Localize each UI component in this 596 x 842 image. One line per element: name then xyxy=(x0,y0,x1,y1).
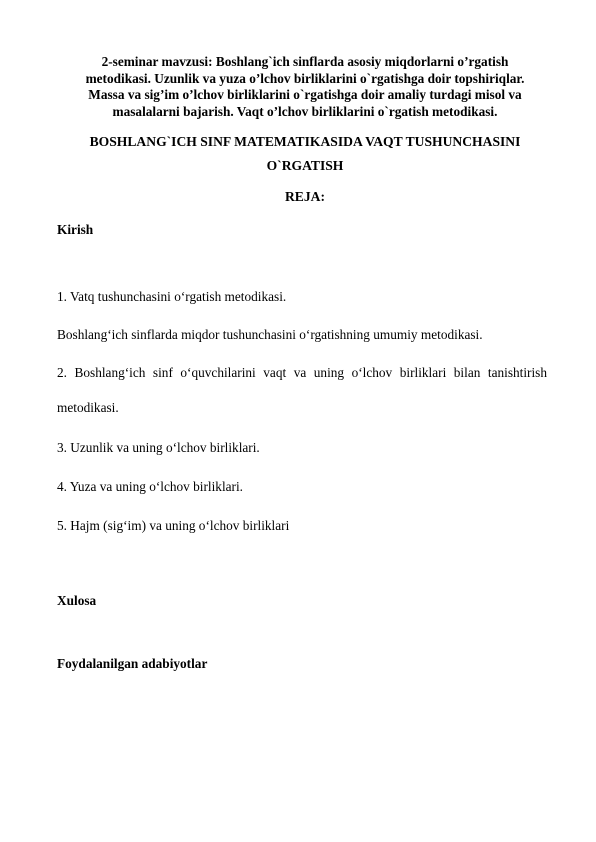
outline-intro: Kirish xyxy=(57,222,94,237)
seminar-title xyxy=(60,54,550,120)
outline-conclusion: Xulosa xyxy=(57,593,97,608)
plan-heading: REJA: xyxy=(284,189,326,204)
seminar-title-line: masalalarni bajarish. Vaqt o’lchov birliklarini o`rgatish metodikasi. xyxy=(112,103,498,119)
outline-item: Boshlang‘ich sinflarda miqdor tushunchasini o‘rgatishning umumiy metodikasi. xyxy=(57,327,483,342)
outline-item: 4. Yuza va uning o‘lchov birliklari. xyxy=(57,479,243,494)
outline-item-continuation: metodikasi. xyxy=(57,400,119,415)
topic-title-line-1: BOSHLANG`ICH SINF MATEMATIKASIDA VAQT TUSHUNCHASINI xyxy=(89,134,521,149)
outline-item: 5. Hajm (sig‘im) va uning o‘lchov birliklari xyxy=(57,518,290,533)
seminar-title-line: Massa va sig’im o’lchov birliklarini o`rgatishga doir amaliy turdagi misol va xyxy=(88,87,522,103)
outline-item: 1. Vatq tushunchasini o‘rgatish metodikasi. xyxy=(57,289,287,304)
seminar-title-line: metodikasi. Uzunlik va yuza o’lchov birliklarini o`rgatishga doir topshiriqlar. xyxy=(85,70,525,86)
outline-references: Foydalanilgan adabiyotlar xyxy=(57,656,208,671)
seminar-title-line: 2-seminar mavzusi: Boshlang`ich sinflarda asosiy miqdorlarni o’rgatish xyxy=(101,54,509,69)
topic-title-line-2: O`RGATISH xyxy=(266,158,344,173)
outline-item: 3. Uzunlik va uning o‘lchov birliklari. xyxy=(57,440,260,455)
outline-item: 2. Boshlang‘ich sinf o‘quvchilarini vaqt va uning o‘lchov birliklari bilan tanishtirish xyxy=(57,365,547,380)
